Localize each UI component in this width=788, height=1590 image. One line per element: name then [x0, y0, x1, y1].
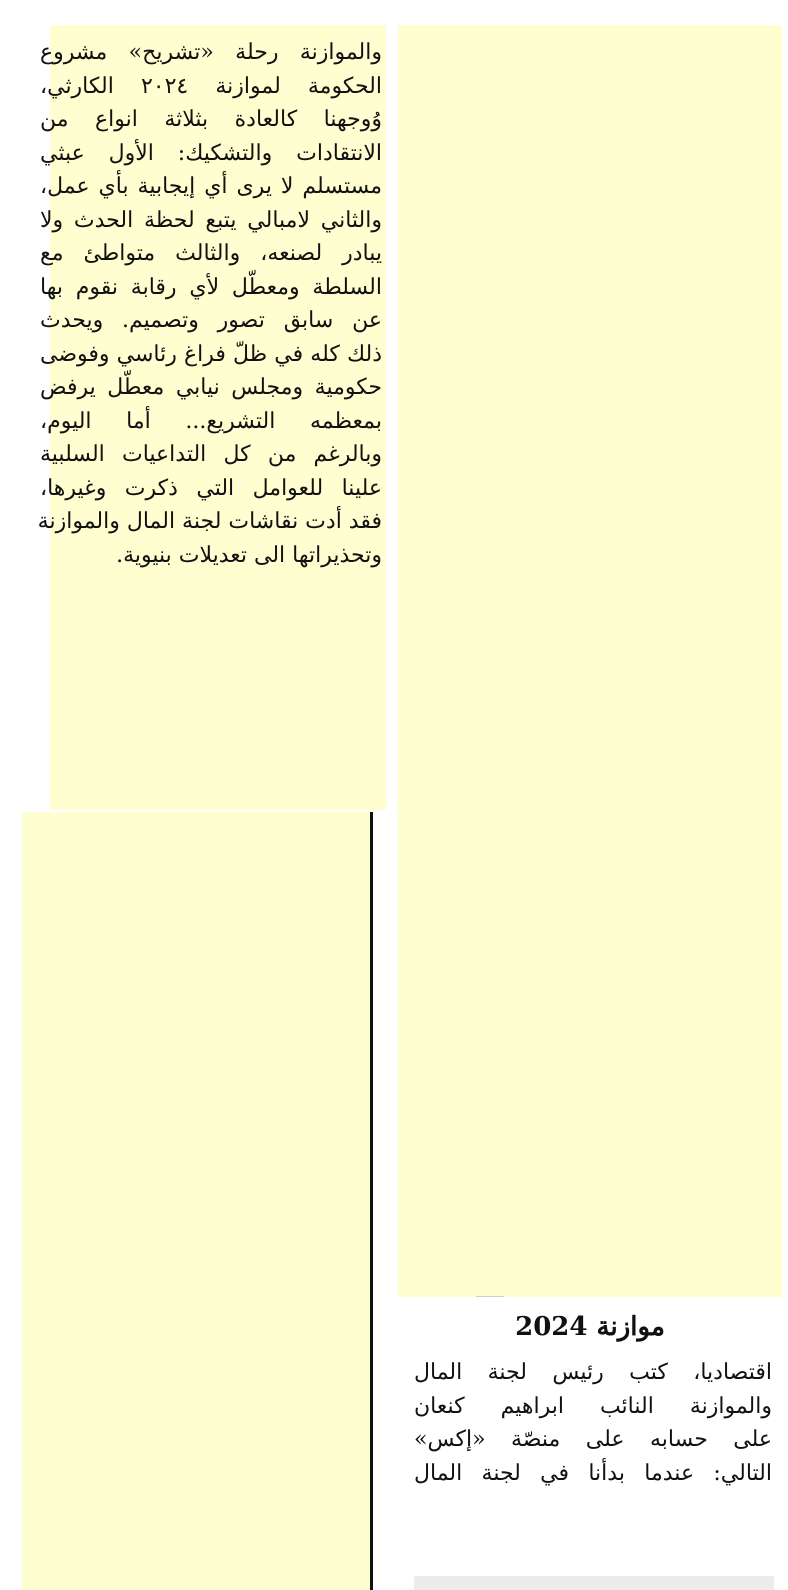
highlight-block-left-bottom: [22, 812, 370, 1590]
column-divider-rule: [370, 812, 373, 1590]
text-line: والثاني لامبالي يتبع لحظة الحدث ولا: [40, 207, 382, 233]
text-line: يبادر لصنعه، والثالث متواطئ مع: [40, 241, 382, 266]
text-line: بمعظمه التشريع... أما اليوم،: [40, 408, 382, 434]
highlight-block-right-top: [398, 25, 782, 1297]
text-line: اقتصاديا، كتب رئيس لجنة المال: [414, 1360, 772, 1385]
text-line: الانتقادات والتشكيك: الأول عبثي: [40, 140, 382, 166]
text-line: وُوجهنا كالعادة بثلاثة انواع من: [40, 107, 382, 132]
text-line: علينا للعوامل التي ذكرت وغيرها،: [40, 475, 382, 501]
section-heading: موازنة 2024: [515, 1312, 665, 1342]
text-line: الحكومة لموازنة ٢٠٢٤ الكارثي،: [40, 73, 382, 99]
text-line: عن سابق تصور وتصميم. ويحدث: [40, 308, 382, 333]
heading-top-rule: [476, 1296, 504, 1297]
text-line: فقد أدت نقاشات لجنة المال والموازنة: [37, 509, 382, 534]
text-line: على حسابه على منصّة «إكس»: [414, 1427, 772, 1452]
text-line: والموازنة رحلة «تشريح» مشروع: [40, 40, 382, 65]
right-column-article-text: [414, 1356, 772, 1490]
text-line: السلطة ومعطّل لأي رقابة نقوم بها: [40, 274, 382, 300]
left-column-article-text: [37, 36, 382, 572]
text-line: مستسلم لا يرى أي إيجابية بأي عمل،: [40, 174, 382, 199]
text-line: حكومية ومجلس نيابي معطّل يرفض: [40, 375, 382, 400]
text-line: وبالرغم من كل التداعيات السلبية: [40, 442, 382, 467]
text-line: وتحذيراتها الى تعديلات بنيوية.: [116, 542, 382, 568]
bottom-gray-bar: [414, 1576, 774, 1590]
text-line: ذلك كله في ظلّ فراغ رئاسي وفوضى: [40, 341, 382, 367]
text-line: التالي: عندما بدأنا في لجنة المال: [414, 1460, 772, 1486]
text-line: والموازنة النائب ابراهيم كنعان: [414, 1393, 772, 1419]
